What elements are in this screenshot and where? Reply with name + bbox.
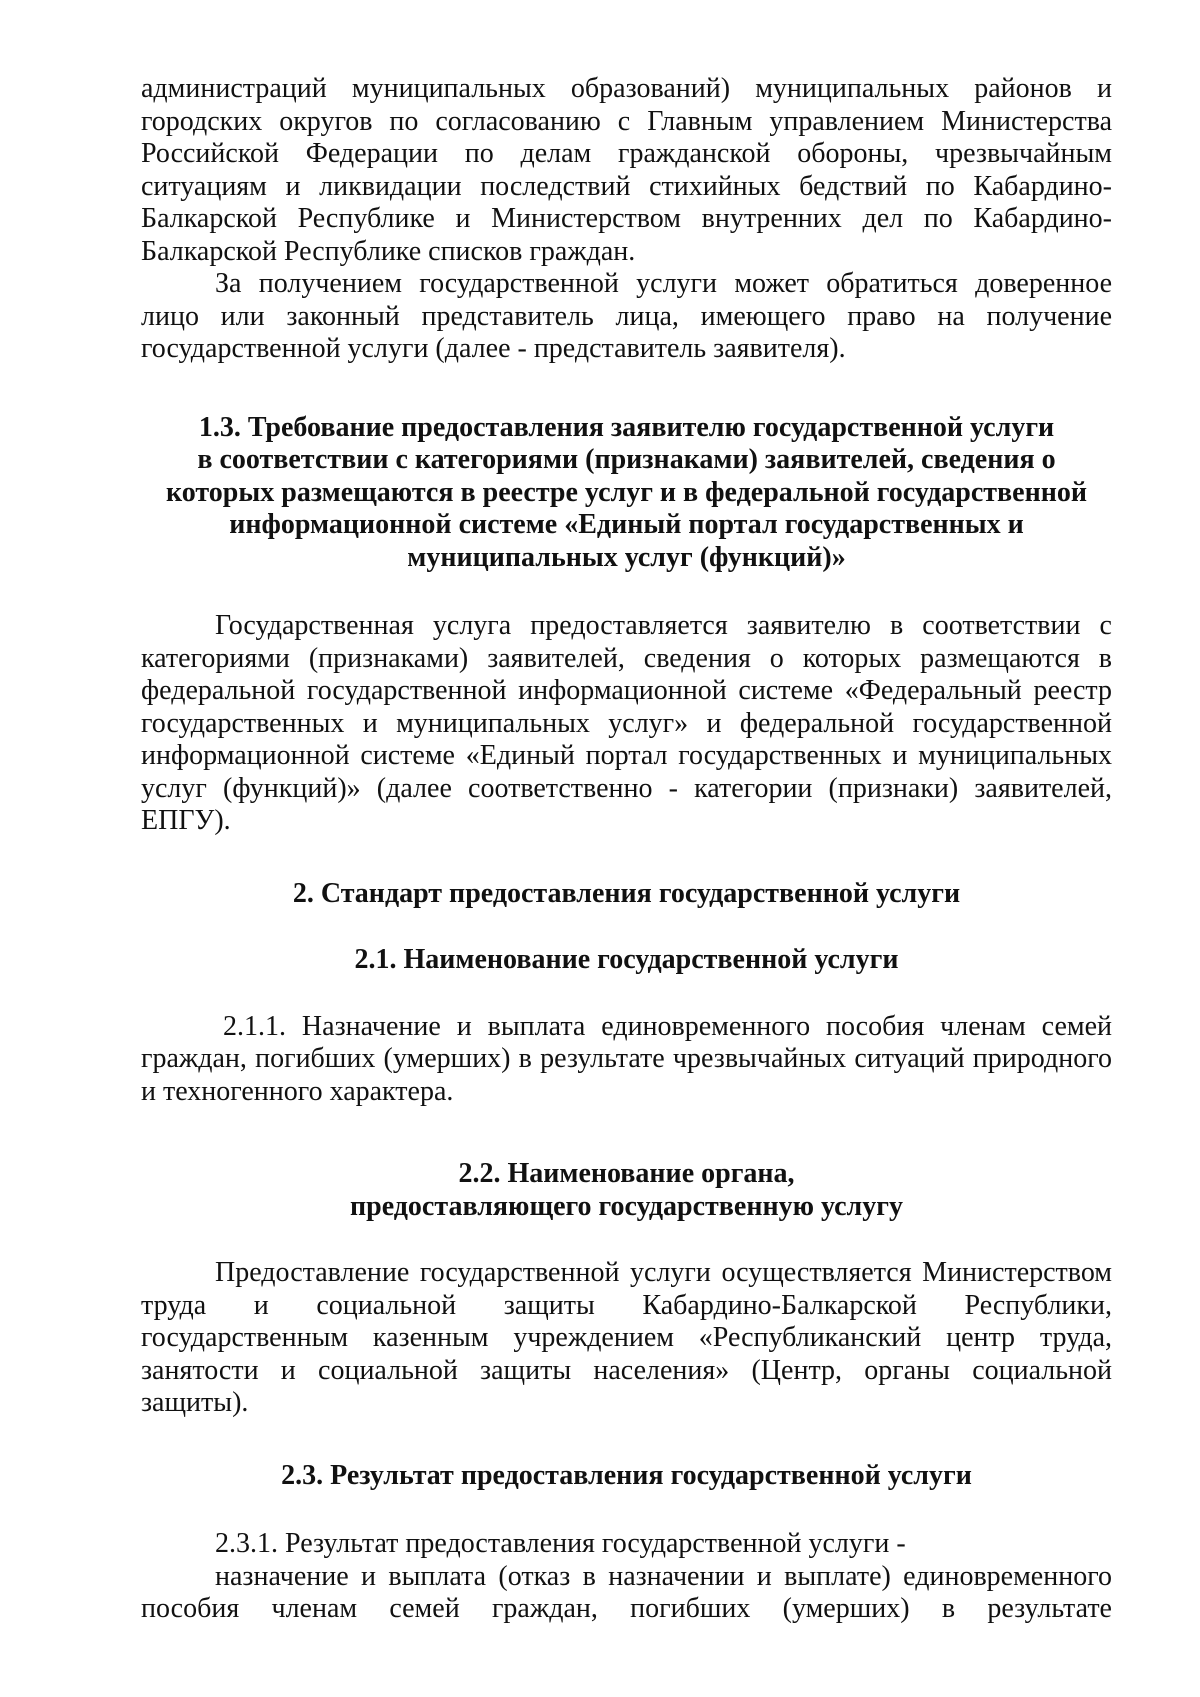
section-2-2-heading	[141, 1158, 1112, 1223]
section-2-3-1-line: 2.3.1. Результат предоставления государственной услуги -	[215, 1528, 906, 1559]
section-2-2-heading-line: предоставляющего государственную услугу	[350, 1190, 903, 1222]
document-content	[141, 73, 1112, 1626]
section-2-1-heading: 2.1. Наименование государственной услуги	[354, 944, 899, 975]
section-1-3-heading-line: муниципальных услуг (функций)»	[407, 541, 846, 573]
section-2-2-heading-line: 2.2. Наименование органа,	[458, 1158, 795, 1189]
section-2-2-body: Предоставление государственной услуги осуществляется Министерством труда и социальной защиты Кабардино-Балкарской Республики, государственным казенным учреждением «Республиканский центр труда, занятости и социальной защиты населения» (Центр, органы социальной защиты).	[141, 1257, 1112, 1418]
section-2-3-body-line-2: пособия членам семей граждан, погибших (умерших) в результате	[141, 1593, 1112, 1624]
section-2-1-body: 2.1.1. Назначение и выплата единовременного пособия членам семей граждан, погибших (умерших) в результате чрезвычайных ситуаций природного и техногенного характера.	[141, 1010, 1112, 1107]
section-1-3-heading-line: информационной системе «Единый портал государственных и	[229, 509, 1024, 540]
section-1-3-heading-line: которых размещаются в реестре услуг и в федеральной государственной	[166, 476, 1087, 508]
section-1-3-heading-line: в соответствии с категориями (признаками) заявителей, сведения о	[197, 444, 1056, 475]
section-1-3-heading-line: 1.3. Требование предоставления заявителю государственной услуги	[198, 411, 1055, 443]
section-1-3-body: Государственная услуга предоставляется заявителю в соответствии с категориями (признаками) заявителей, сведения о которых размещаются в федеральной государственной информационной системе «Федеральный реестр государственных и муниципальных услуг» и федеральной государственной информационной системе «Единый портал государственных и муниципальных услуг (функций)» (далее соответственно - категории (признаки) заявителей, ЕПГУ).	[141, 610, 1112, 836]
section-1-3-heading	[141, 412, 1112, 575]
section-2-3-body-line-1: назначение и выплата (отказ в назначении и выплате) единовременного	[215, 1560, 1112, 1592]
section-2-3-heading: 2.3. Результат предоставления государственной услуги	[281, 1459, 972, 1491]
paragraph-representative: За получением государственной услуги может обратиться доверенное лицо или законный представитель лица, имеющего право на получение государственной услуги (далее - представитель заявителя).	[141, 268, 1112, 364]
paragraph-intro: администраций муниципальных образований) муниципальных районов и городских округов по согласованию с Главным управлением Министерства Российской Федерации по делам гражданской обороны, чрезвычайным ситуациям и ликвидации последствий стихийных бедствий по Кабардино-Балкарской Республике и Министерством внутренних дел по Кабардино-Балкарской Республике списков граждан.	[141, 73, 1112, 267]
section-2-heading: 2. Стандарт предоставления государственной услуги	[292, 877, 961, 909]
